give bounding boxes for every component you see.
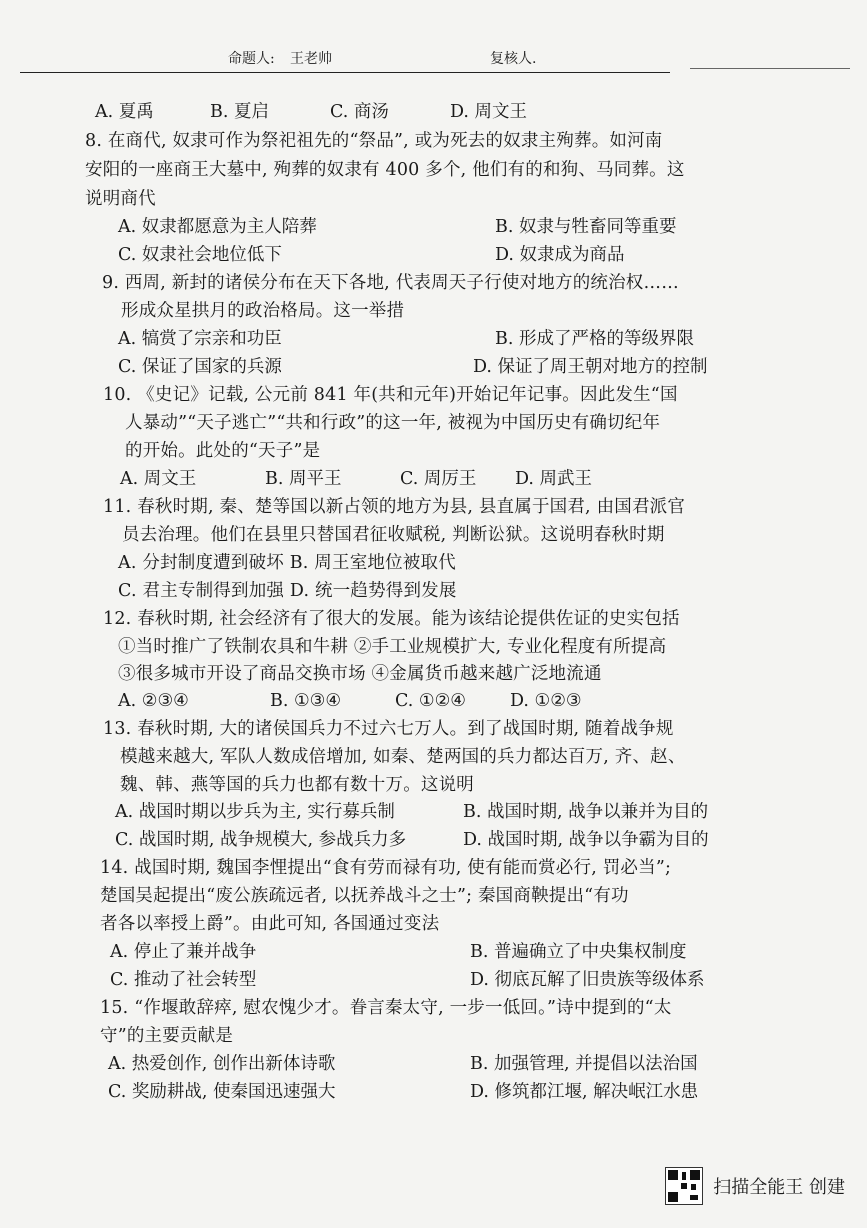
q10-option-b: B. 周平王	[265, 469, 342, 489]
watermark-text: 扫描全能王 创建	[713, 1177, 845, 1198]
q15-option-d: D. 修筑都江堰, 解决岷江水患	[470, 1082, 699, 1102]
q9-option-a: A. 犒赏了宗亲和功臣	[118, 329, 282, 349]
q12-items-1-2: ①当时推广了铁制农具和牛耕 ②手工业规模扩大, 专业化程度有所提高	[118, 637, 667, 657]
q10-option-a: A. 周文王	[120, 469, 197, 489]
q10-stem-line: 人暴动”“天子逃亡”“共和行政”的这一年, 被视为中国历史有确切纪年	[125, 413, 661, 433]
q9-stem-line: 9. 西周, 新封的诸侯分布在天下各地, 代表周天子行使对地方的统治权……	[102, 273, 679, 293]
q13-stem-line: 模越来越大, 军队人数成倍增加, 如秦、楚两国的兵力都达百万, 齐、赵、	[120, 747, 686, 767]
q15-stem-line: 15. “作堰敢辞瘁, 慰农愧少才。眷言秦太守, 一步一低回。”诗中提到的“太	[100, 998, 672, 1018]
scanner-watermark	[665, 1166, 845, 1206]
q10-stem-line: 10. 《史记》记载, 公元前 841 年(共和元年)开始记年记事。因此发生“国	[103, 385, 678, 405]
q9-option-c: C. 保证了国家的兵源	[118, 357, 282, 377]
q12-option-d: D. ①②③	[510, 691, 582, 711]
q14-option-b: B. 普遍确立了中央集权制度	[470, 942, 687, 962]
q7-option-a: A. 夏禹	[95, 102, 154, 122]
q15-option-b: B. 加强管理, 并提倡以法治国	[470, 1054, 698, 1074]
q10-option-c: C. 周厉王	[400, 469, 477, 489]
reviewer-label: 复核人.	[490, 51, 537, 67]
q10-stem-line: 的开始。此处的“天子”是	[125, 441, 321, 461]
q15-option-c: C. 奖励耕战, 使秦国迅速强大	[108, 1082, 336, 1102]
q14-stem-line: 14. 战国时期, 魏国李悝提出“食有劳而禄有功, 使有能而赏必行, 罚必当”;	[100, 858, 672, 878]
q12-option-a: A. ②③④	[118, 691, 189, 711]
q14-option-a: A. 停止了兼并战争	[110, 942, 257, 962]
q15-stem-line: 守”的主要贡献是	[100, 1026, 234, 1046]
q14-option-c: C. 推动了社会转型	[110, 970, 257, 990]
q9-stem-line: 形成众星拱月的政治格局。这一举措	[121, 301, 405, 321]
q11-options-ab: A. 分封制度遭到破坏 B. 周王室地位被取代	[118, 553, 456, 573]
q12-option-c: C. ①②④	[395, 691, 466, 711]
q11-stem-line: 员去治理。他们在县里只替国君征收赋税, 判断讼狱。这说明春秋时期	[122, 525, 665, 545]
q9-option-d: D. 保证了周王朝对地方的控制	[473, 357, 708, 377]
q13-option-a: A. 战国时期以步兵为主, 实行募兵制	[115, 802, 395, 822]
q13-option-c: C. 战国时期, 战争规模大, 参战兵力多	[115, 830, 407, 850]
q12-stem-line: 12. 春秋时期, 社会经济有了很大的发展。能为该结论提供佐证的史实包括	[103, 609, 680, 629]
q8-stem-line: 8. 在商代, 奴隶可作为祭祀祖先的“祭品”, 或为死去的奴隶主殉葬。如河南	[85, 131, 663, 151]
q9-option-b: B. 形成了严格的等级界限	[495, 329, 694, 349]
q10-option-d: D. 周武王	[515, 469, 593, 489]
header-rule-left	[20, 72, 670, 73]
q8-option-d: D. 奴隶成为商品	[495, 245, 625, 265]
q14-stem-line: 者各以率授上爵”。由此可知, 各国通过变法	[100, 914, 440, 934]
page-header	[0, 40, 867, 80]
q8-option-a: A. 奴隶都愿意为主人陪葬	[118, 217, 317, 237]
q13-stem-line: 魏、韩、燕等国的兵力也都有数十万。这说明	[120, 775, 474, 795]
q14-option-d: D. 彻底瓦解了旧贵族等级体系	[470, 970, 705, 990]
q8-option-b: B. 奴隶与牲畜同等重要	[495, 217, 677, 237]
author-name: 王老帅	[290, 51, 332, 67]
q13-option-d: D. 战国时期, 战争以争霸为目的	[463, 830, 709, 850]
q12-option-b: B. ①③④	[270, 691, 342, 711]
q7-option-d: D. 周文王	[450, 102, 528, 122]
header-rule-right	[690, 68, 850, 69]
qr-code-icon	[665, 1167, 703, 1205]
q7-option-c: C. 商汤	[330, 102, 389, 122]
q13-stem-line: 13. 春秋时期, 大的诸侯国兵力不过六七万人。到了战国时期, 随着战争规	[103, 719, 674, 739]
q15-option-a: A. 热爱创作, 创作出新体诗歌	[108, 1054, 336, 1074]
q13-option-b: B. 战国时期, 战争以兼并为目的	[463, 802, 709, 822]
q11-stem-line: 11. 春秋时期, 秦、楚等国以新占领的地方为县, 县直属于国君, 由国君派官	[103, 497, 686, 517]
q7-option-b: B. 夏启	[210, 102, 269, 122]
author-label: 命题人:	[228, 51, 275, 67]
q14-stem-line: 楚国吴起提出“废公族疏远者, 以抚养战斗之士”; 秦国商鞅提出“有功	[100, 886, 629, 906]
q11-options-cd: C. 君主专制得到加强 D. 统一趋势得到发展	[118, 581, 457, 601]
q8-stem-line: 安阳的一座商王大墓中, 殉葬的奴隶有 400 多个, 他们有的和狗、马同葬。这	[85, 160, 685, 180]
q8-stem-line: 说明商代	[85, 189, 156, 209]
q8-option-c: C. 奴隶社会地位低下	[118, 245, 282, 265]
q12-items-3-4: ③很多城市开设了商品交换市场 ④金属货币越来越广泛地流通	[118, 664, 602, 684]
